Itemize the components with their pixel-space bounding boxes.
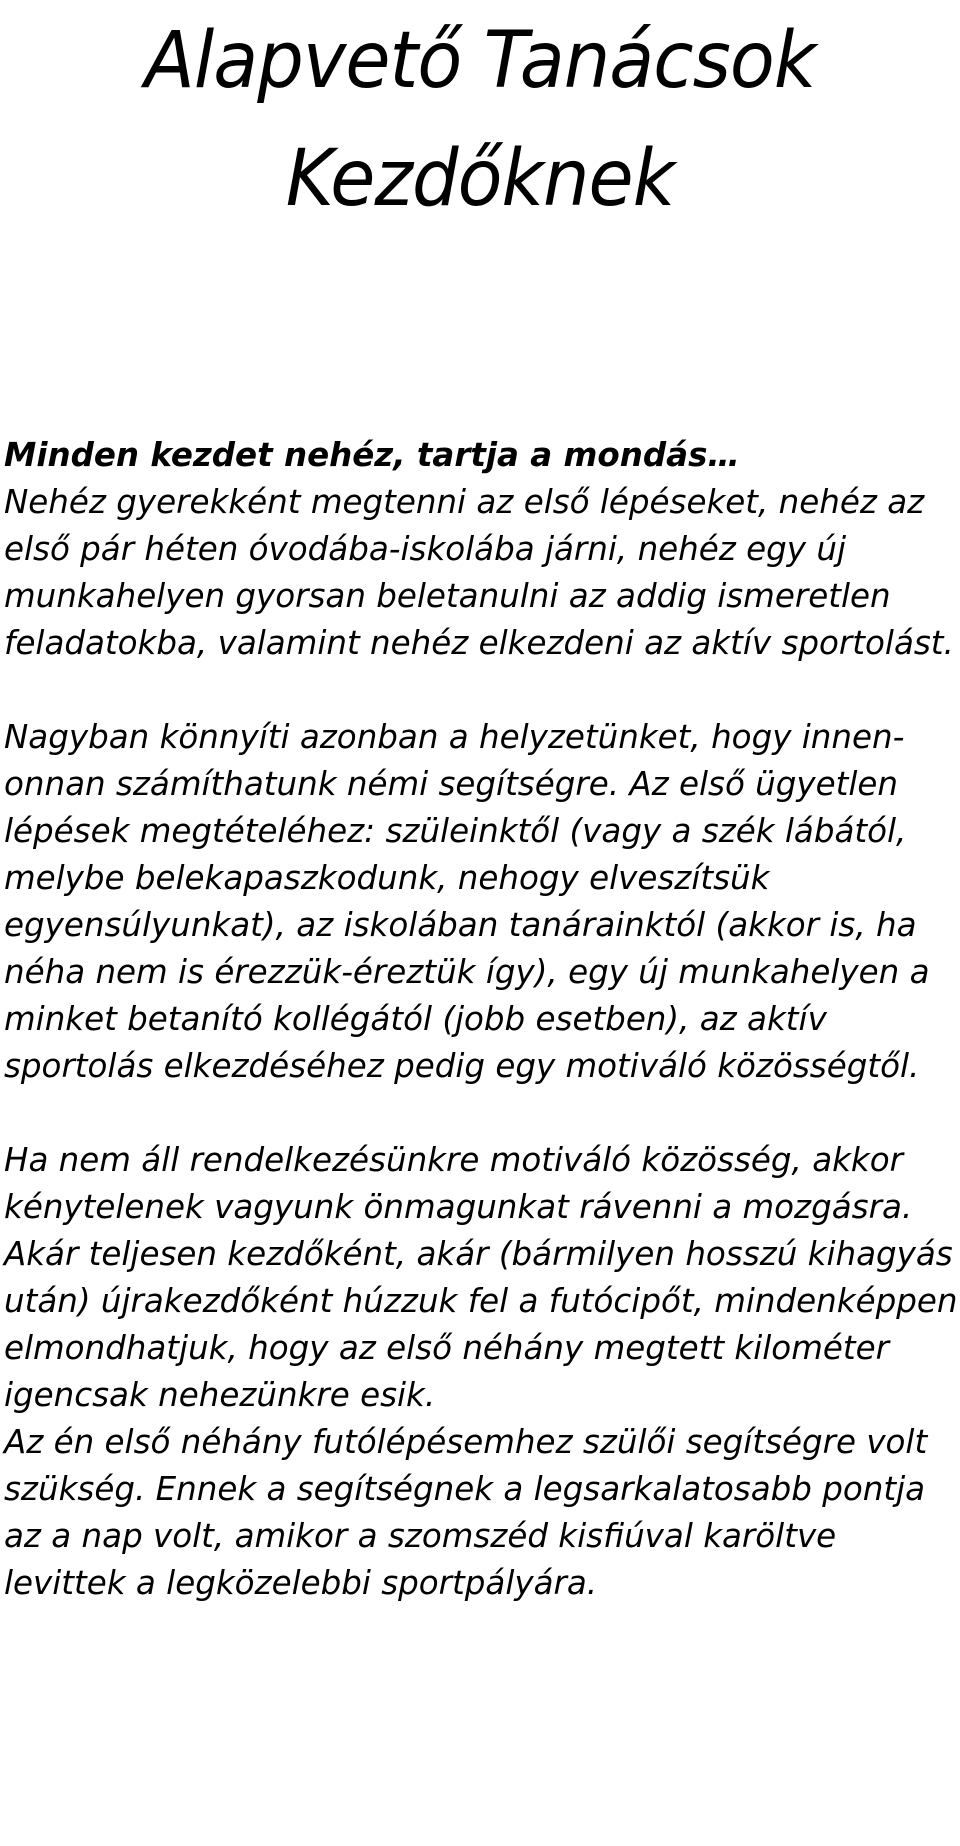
paragraph-3-text: Ha nem áll rendelkezésünkre motiváló közösség, akkor kénytelenek vagyunk önmagunkat rávenni a mozgásra. Akár teljesen kezdőként, akár (bármilyen hosszú kihagyás után) újrakezdőként húzzuk fel a futócipőt, mindenképpen elmondhatjuk, hogy az első néhány megtett kilométer igencsak nehezünkre esik. bbox=[4, 1141, 958, 1414]
article-body bbox=[4, 432, 960, 1607]
paragraph-2 bbox=[4, 714, 960, 1090]
paragraph-4-text: Az én első néhány futólépésemhez szülői segítségre volt szükség. Ennek a segítségnek a legsarkalatosabb pontja az a nap volt, amikor a szomszéd kisfiúval karöltve levittek a legközelebbi sportpályára. bbox=[4, 1423, 928, 1602]
paragraph-2-text: Nagyban könnyíti azonban a helyzetünket, hogy innen-onnan számíthatunk némi segítségre. Az első ügyetlen lépések megtételéhez: szüleinktől (vagy a szék lábától, melybe belekapaszkodunk, nehogy elveszítsük egyensúlyunkat), az iskolában tanárainktól (akkor is, ha néha nem is érezzük-éreztük így), egy új munkahelyen a minket betanító kollégától (jobb esetben), az aktív sportolás elkezdéséhez pedig egy motiváló közösségtől. bbox=[4, 718, 930, 1085]
page-title bbox=[29, 0, 931, 238]
title-line-1: Alapvető Tanácsok bbox=[144, 16, 816, 106]
paragraph-3 bbox=[4, 1137, 960, 1419]
title-line-2: Kezdőknek bbox=[285, 134, 675, 224]
paragraph-1 bbox=[4, 432, 960, 667]
lead-sentence: Minden kezdet nehéz, tartja a mondás… bbox=[4, 436, 740, 474]
paragraph-1-text: Nehéz gyerekként megtenni az első lépéseket, nehéz az első pár héten óvodába-iskolába járni, nehéz egy új munkahelyen gyorsan beletanulni az addig ismeretlen feladatokba, valamint nehéz elkezdeni az aktív sportolást. bbox=[4, 483, 954, 662]
paragraph-4 bbox=[4, 1419, 960, 1607]
